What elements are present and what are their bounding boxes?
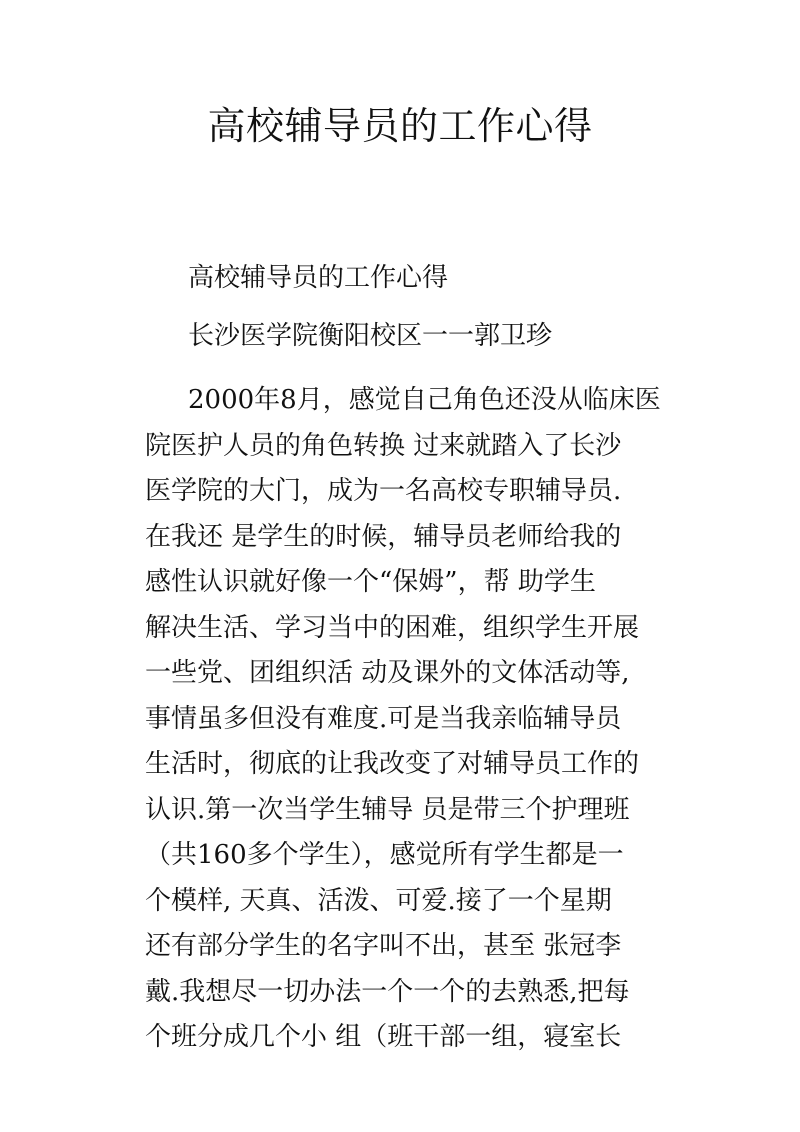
body-line: 生活时，彻底的让我改变了对辅导员工作的 (145, 749, 640, 779)
body-line: 院医护人员的角色转换 过来就踏入了长沙 (145, 430, 622, 461)
body-line: 2000年8月，感觉自己角色还没从临床医 (188, 385, 661, 415)
body-line: 感性认识就好像一个“保姆”，帮 助学生 (145, 567, 596, 597)
body-line: 在我还 是学生的时候，辅导员老师给我的 (145, 521, 622, 552)
document-title: 高校辅导员的工作心得 (207, 104, 593, 148)
body-paragraph (145, 378, 665, 1061)
body-line: （共160多个学生），感觉所有学生都是一 (145, 840, 624, 870)
body-line: 个模样, 天真、活泼、可爱.接了一个星期 (145, 885, 612, 916)
author-line: 长沙医学院衡阳校区一一郭卫珍 (188, 321, 553, 351)
body-line: 认识.第一次当学生辅导 员是带三个护理班 (145, 794, 630, 825)
body-line: 戴.我想尽一切办法一个一个的去熟悉,把每 (145, 976, 630, 1007)
body-line: 事情虽多但没有难度.可是当我亲临辅导员 (145, 703, 622, 734)
body-line: 个班分成几个小 组（班干部一组，寝室长 (145, 1022, 622, 1052)
body-line: 医学院的大门，成为一名高校专职辅导员. (145, 476, 622, 506)
body-line: 解决生活、学习当中的困难，组织学生开展 (145, 612, 640, 643)
body-line: 一些党、团组织活 动及课外的文体活动等, (145, 658, 630, 688)
body-line: 还有部分学生的名字叫不出，甚至 张冠李 (145, 931, 622, 961)
article-subheading: 高校辅导员的工作心得 (188, 263, 449, 293)
